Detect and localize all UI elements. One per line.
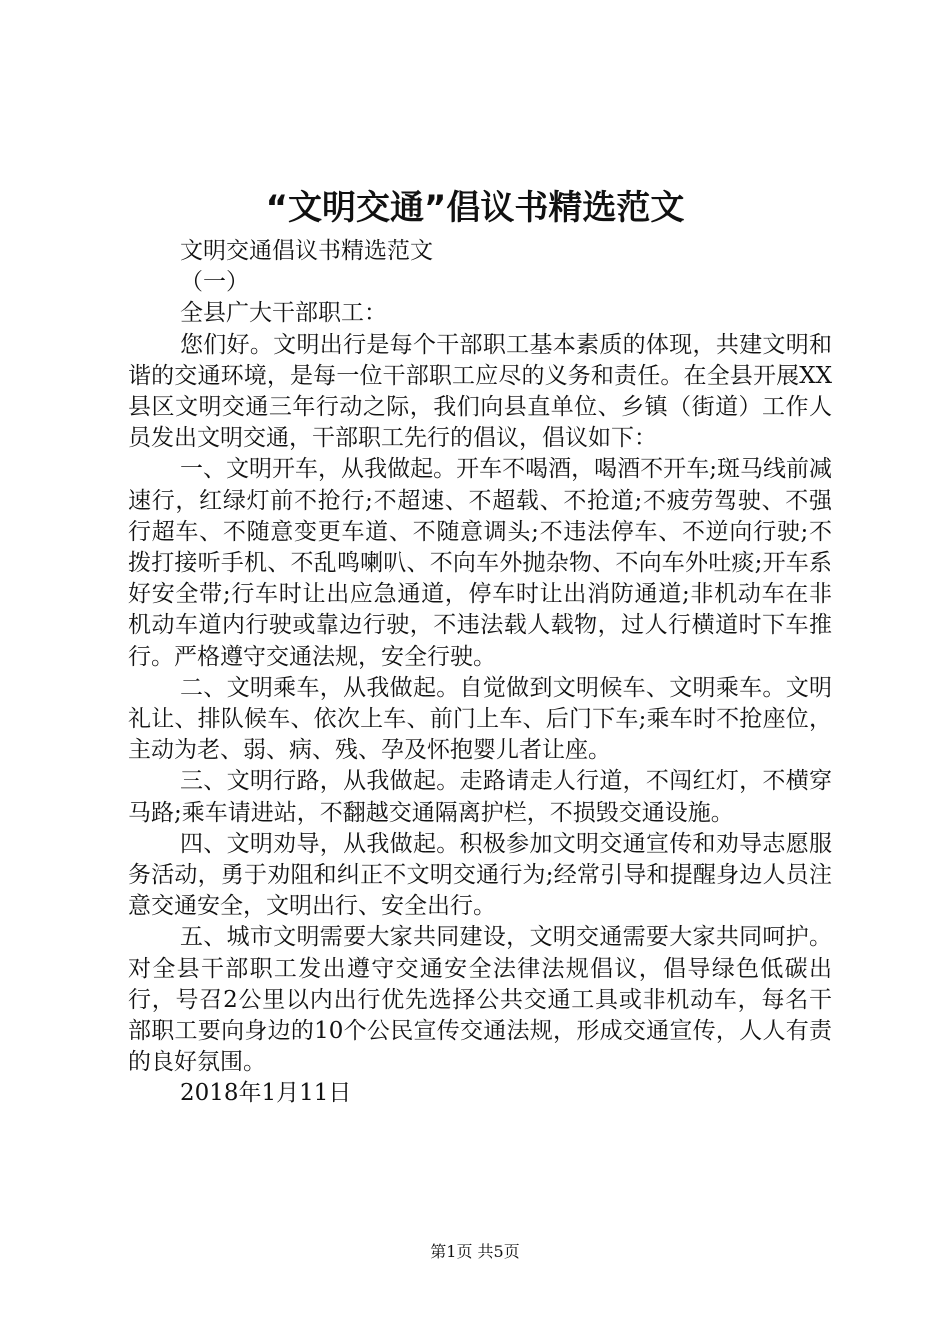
- paragraph-item-2: 二、文明乘车，从我做起。自觉做到文明候车、文明乘车。文明礼让、排队候车、依次上车、前门上车、后门下车;乘车时不抢座位，主动为老、弱、病、残、孕及怀抱婴儿者让座。: [128, 674, 832, 764]
- paragraph-greeting: 您们好。文明出行是每个干部职工基本素质的体现，共建文明和谐的交通环境，是每一位干部职工应尽的义务和责任。在全县开展XX县区文明交通三年行动之际，我们向县直单位、乡镇（街道）工作人员发出文明交通，干部职工先行的倡议，倡议如下：: [128, 331, 832, 452]
- page-footer: 第1页 共5页: [430, 1242, 520, 1261]
- paragraph-item-4: 四、文明劝导，从我做起。积极参加文明交通宣传和劝导志愿服务活动，勇于劝阻和纠正不文明交通行为;经常引导和提醒身边人员注意交通安全，文明出行、安全出行。: [128, 830, 832, 920]
- document-subtitle: 文明交通倡议书精选范文: [180, 238, 433, 264]
- paragraph-item-3: 三、文明行路，从我做起。走路请走人行道，不闯红灯，不横穿马路;乘车请进站，不翻越交通隔离护栏，不损毁交通设施。: [128, 768, 832, 826]
- document-date: 2018年1月11日: [180, 1080, 352, 1107]
- paragraph-item-1: 一、文明开车，从我做起。开车不喝酒，喝酒不开车;斑马线前减速行，红绿灯前不抢行;不超速、不超载、不抢道;不疲劳驾驶、不强行超车、不随意变更车道、不随意调头;不违法停车、不逆向行驶;不拨打接听手机、不乱鸣喇叭、不向车外抛杂物、不向车外吐痰;开车系好安全带;行车时让出应急通道，停车时让出消防通道;非机动车在非机动车道内行驶或靠边行驶，不违法载人载物，过人行横道时下车推行。严格遵守交通法规，安全行驶。: [128, 456, 832, 670]
- salutation: 全县广大干部职工：: [180, 300, 387, 327]
- document-body: [128, 236, 832, 1110]
- document-title: “文明交通”倡议书精选范文: [265, 188, 685, 228]
- section-label: （一）: [180, 269, 249, 296]
- paragraph-item-5: 五、城市文明需要大家共同建设，文明交通需要大家共同呵护。对全县干部职工发出遵守交通安全法律法规倡议，倡导绿色低碳出行，号召2公里以内出行优先选择公共交通工具或非机动车，每名干部职工要向身边的10个公民宣传交通法规，形成交通宣传，人人有责的良好氛围。: [128, 924, 832, 1076]
